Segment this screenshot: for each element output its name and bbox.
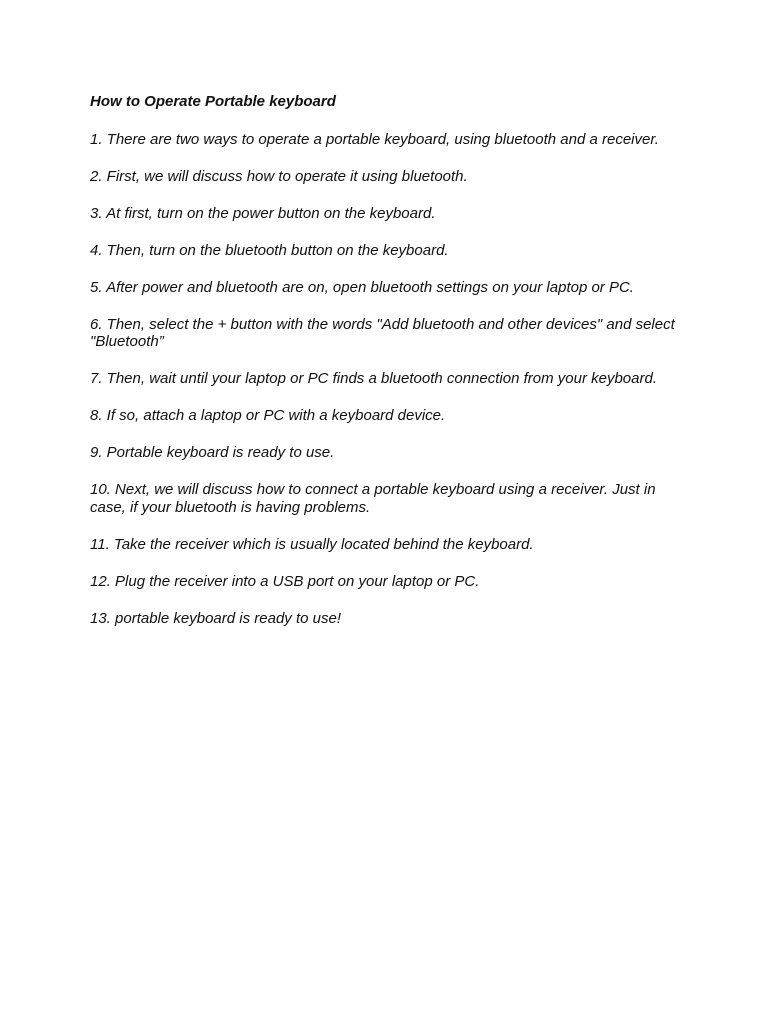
step-item: 6. Then, select the + button with the words "Add bluetooth and other devices" and select "Bluetooth”	[90, 315, 675, 350]
step-item: 13. portable keyboard is ready to use!	[90, 609, 341, 627]
step-item: 9. Portable keyboard is ready to use.	[90, 444, 335, 461]
step-item: 8. If so, attach a laptop or PC with a keyboard device.	[90, 407, 446, 424]
step-item: 5. After power and bluetooth are on, open bluetooth settings on your laptop or PC.	[90, 278, 634, 296]
steps-list	[90, 131, 690, 628]
document-title: How to Operate Portable keyboard	[90, 93, 336, 110]
step-item: 12. Plug the receiver into a USB port on your laptop or PC.	[90, 572, 480, 590]
step-item: 7. Then, wait until your laptop or PC finds a bluetooth connection from your keyboard.	[90, 370, 657, 387]
step-item: 3. At first, turn on the power button on the keyboard.	[90, 204, 436, 222]
step-item: 11. Take the receiver which is usually located behind the keyboard.	[90, 535, 534, 553]
step-item: 1. There are two ways to operate a portable keyboard, using bluetooth and a receiver.	[90, 130, 659, 148]
step-item: 2. First, we will discuss how to operate it using bluetooth.	[90, 167, 468, 185]
step-item: 4. Then, turn on the bluetooth button on the keyboard.	[90, 241, 449, 259]
document-body	[90, 93, 690, 647]
step-item: 10. Next, we will discuss how to connect a portable keyboard using a receiver. Just in case, if your bluetooth is having problems.	[90, 481, 656, 516]
